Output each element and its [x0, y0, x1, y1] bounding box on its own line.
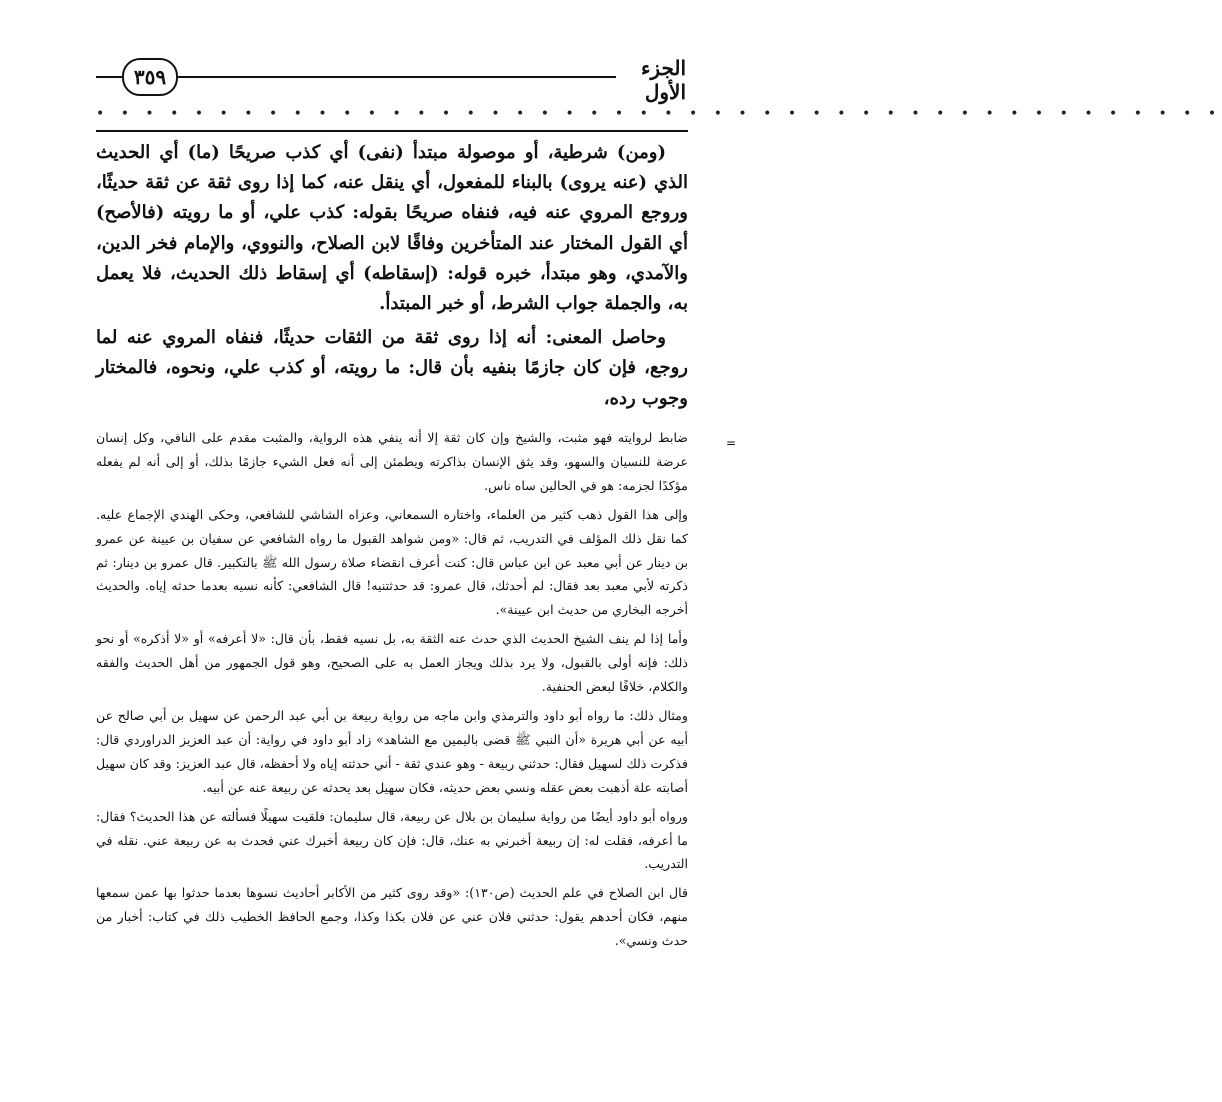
- footnote-paragraph: ضابط لروايته فهو مثبت، والشيخ وإن كان ثقة إلا أنه ينفي هذه الرواية، والمثبت مقدم على النافي، وكل إنسان عرضة للنسيان والسهو، وقد يثق الإنسان بذاكرته ويطمئن إلى أنه فعل الشيء جازمًا بذلك، أو إلى أنه لم يفعله مؤكدًا لجزمه: هو في الحالين ساه ناس.: [96, 430, 688, 493]
- main-paragraph: وحاصل المعنى: أنه إذا روى ثقة من الثقات حديثًا، فنفاه المروي عنه لما روجع، فإن كان جازمًا بنفيه بأن قال: ما رويته، أو كذب علي، ونحوه، فالمختار وجوب رده،: [96, 327, 688, 409]
- footnote-paragraph: ورواه أبو داود أيضًا من رواية سليمان بن بلال عن ربيعة، قال سليمان: فلقيت سهيلًا فسألته عن هذا الحديث؟ فقال: ما أعرفه، فقلت له: إن ربيعة أخبرني به عنك، قال: فإن كان ربيعة أخبرك عني فحدث به عن ربيعة عني. نقله في التدريب.: [96, 808, 688, 872]
- header-rule-left: [96, 76, 122, 78]
- page-header: [96, 52, 686, 104]
- main-text: [96, 138, 688, 414]
- page-number: ٣٥٩: [122, 58, 178, 96]
- header-rule-right: [176, 76, 616, 78]
- running-title: الجزء الأول: [641, 56, 686, 104]
- footnotes: [96, 426, 688, 958]
- main-divider: [96, 130, 688, 132]
- footnote-paragraph: ومثال ذلك: ما رواه أبو داود والترمذي وابن ماجه من رواية ربيعة بن أبي عبد الرحمن عن سهيل بن أبي صالح عن أبيه عن أبي هريرة «أن النبي ﷺ قضى باليمين مع الشاهد» زاد أبو داود في رواية: أن عبد العزيز الدراوردي قال: فذكرت ذلك لسهيل فقال: حدثني ربيعة - وهو عندي ثقة - أني حدثته إياه ولا أحفظه، قال عبد العزيز: وقد كان سهيل أصابته علة أذهبت بعض عقله ونسي بعض حديثه، فكان سهيل بعد يحدثه عن ربيعة عنه عن أبيه.: [96, 707, 688, 795]
- footnote-paragraph: وأما إذا لم ينف الشيخ الحديث الذي حدث عنه الثقة به، بل نسيه فقط، بأن قال: «لا أعرفه» أو «لا أذكره» أو نحو ذلك: فإنه أولى بالقبول، ولا يرد بذلك ويجاز العمل به على الصحيح، وهو قول الجمهور من أهل الحديث والفقه والكلام، خلافًا لبعض الحنفية.: [96, 631, 688, 695]
- main-paragraph: (ومن) شرطية، أو موصولة مبتدأ (نفى) أي كذب صريحًا (ما) أي الحديث الذي (عنه يروى) بالبناء للمفعول، أي ينقل عنه، كما إذا روى ثقة عن ثقة حديثًا، وروجع المروي عنه فيه، فنفاه صريحًا بقوله: كذب علي، أو ما رويته (فالأصح) أي القول المختار عند المتأخرين وفاقًا لابن الصلاح، والنووي، والإمام فخر الدين، والآمدي، وهو مبتدأ، خبره قوله: (إسقاطه) أي إسقاط ذلك الحديث، فلا يعمل به، والجملة جواب الشرط، أو خبر المبتدأ.: [96, 142, 688, 315]
- footnote-continuation-marker: =: [725, 436, 736, 450]
- dotted-divider: • • • • • • • • • • • • • • • • • • • • • • • • • • • • • • • • • • • • • • • • • • • • • •: [96, 106, 1222, 122]
- footnote-paragraph: وإلى هذا القول ذهب كثير من العلماء، واختاره السمعاني، وعزاه الشاشي للشافعي، وحكى الهندي الإجماع عليه. كما نقل ذلك المؤلف في التدريب، ثم قال: «ومن شواهد القبول ما رواه الشافعي عن سفيان بن عيينة عن عمرو بن دينار عن أبي معبد عن ابن عباس قال: كنت أعرف انقضاء صلاة رسول الله ﷺ بالتكبير. قال عمرو بن دينار: ثم ذكرته لأبي معبد بعد فقال: لم أحدثك، قال عمرو: قد حدثتنيه! قال الشافعي: كأنه نسيه بعدما حدثه إياه. والحديث أخرجه البخاري من حديث ابن عيينة».: [96, 506, 688, 618]
- footnote-paragraph: قال ابن الصلاح في علم الحديث (ص١٣٠): «وقد روى كثير من الأكابر أحاديث نسوها بعدما حدثوا بها عمن سمعها منهم، فكان أحدهم يقول: حدثني فلان عني عن فلان بكذا وكذا، وجمع الحافظ الخطيب ذلك في كتاب: أخبار من حدث ونسي».: [96, 885, 689, 949]
